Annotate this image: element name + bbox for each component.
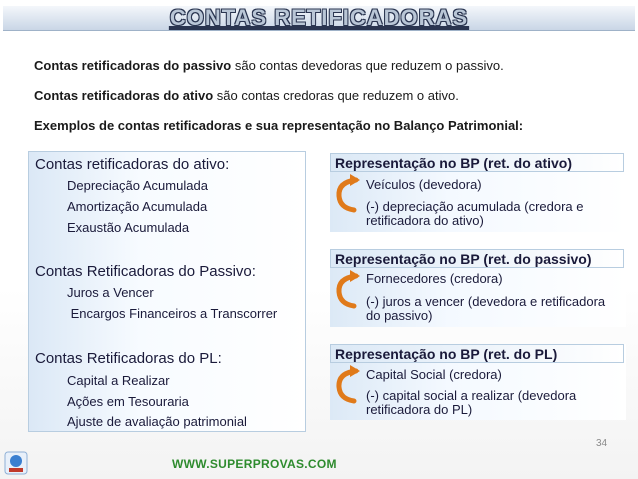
- bp-passivo-box: [330, 249, 626, 327]
- page-number: 34: [596, 438, 608, 449]
- curved-arrow-icon: [334, 365, 360, 407]
- bp-passivo-heading: Representação no BP (ret. do passivo): [330, 249, 624, 268]
- intro-line-3: Exemplos de contas retificadoras e sua representação no Balanço Patrimonial:: [34, 118, 524, 133]
- intro-line-2: Contas retificadoras do ativo são contas credoras que reduzem o ativo.: [34, 88, 459, 103]
- bp-passivo-body: [330, 268, 626, 327]
- bp-pl-line-2: (-) capital social a realizar (devedora retificadora do PL): [366, 388, 577, 417]
- ativo-item: Depreciação Acumulada: [67, 178, 208, 193]
- ativo-item: Exaustão Acumulada: [67, 220, 190, 235]
- passivo-section-title: Contas Retificadoras do Passivo:: [35, 263, 256, 280]
- superprovas-logo-icon: [4, 451, 28, 475]
- footer-website[interactable]: WWW.SUPERPROVAS.COM: [172, 457, 337, 471]
- bp-passivo-line-1: Fornecedores (credora): [366, 271, 503, 286]
- bp-pl-box: [330, 344, 626, 420]
- bp-pl-body: [330, 363, 626, 420]
- pl-item: Ajuste de avaliação patrimonial: [67, 414, 247, 429]
- intro-line-1: Contas retificadoras do passivo são contas devedoras que reduzem o passivo.: [34, 58, 504, 73]
- passivo-item: Encargos Financeiros a Transcorrer: [67, 306, 278, 321]
- slide-title: CONTAS RETIFICADORAS: [169, 5, 469, 30]
- passivo-item: Juros a Vencer: [67, 285, 154, 300]
- bp-passivo-line-2: (-) juros a vencer (devedora e retificadora do passivo): [366, 294, 606, 323]
- bp-ativo-box: [330, 153, 626, 232]
- pl-section-title: Contas Retificadoras do PL:: [35, 350, 222, 367]
- ativo-section-title: Contas retificadoras do ativo:: [35, 156, 230, 173]
- bp-ativo-line-1: Veículos (devedora): [366, 177, 482, 192]
- bp-pl-line-1: Capital Social (credora): [366, 367, 502, 382]
- ativo-item: Amortização Acumulada: [67, 199, 208, 214]
- bp-ativo-body: [330, 172, 626, 232]
- curved-arrow-icon: [334, 270, 360, 312]
- bp-pl-heading: Representação no BP (ret. do PL): [330, 344, 624, 363]
- bp-ativo-heading: Representação no BP (ret. do ativo): [330, 153, 624, 172]
- pl-item: Capital a Realizar: [67, 373, 170, 388]
- bp-ativo-line-2: (-) depreciação acumulada (credora e retificadora do ativo): [366, 199, 584, 228]
- title-bar: [3, 6, 635, 31]
- retificadoras-list-box: [28, 151, 306, 432]
- curved-arrow-icon: [334, 174, 360, 216]
- pl-item: Ações em Tesouraria: [67, 394, 189, 409]
